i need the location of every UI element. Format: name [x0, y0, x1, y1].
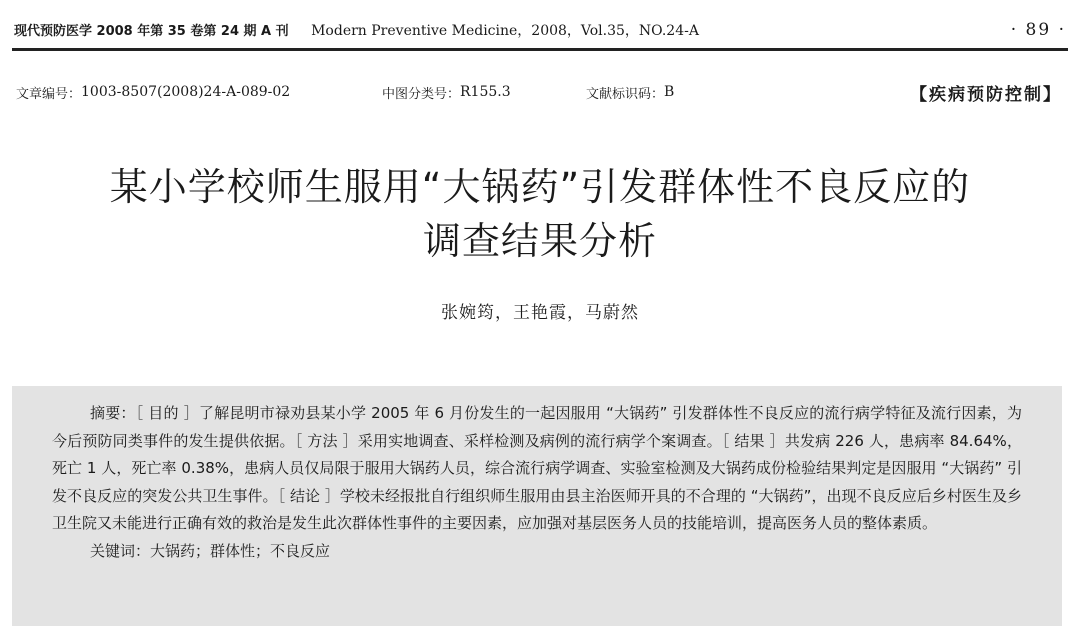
clc-value: R155.3	[460, 84, 511, 100]
title-line-1: 某小学校师生服用“大锅药”引发群体性不良反应的	[109, 165, 971, 209]
method-text: 采用实地调查、采样检测及病例的流行病学个案调查。	[357, 431, 722, 450]
purpose-tag: ［ 目的 ］	[135, 404, 199, 422]
abstract-body	[52, 400, 1022, 565]
journal-name-cn: 现代预防医学 2008 年第 35 卷第 24 期 A 刊	[14, 24, 289, 39]
journal-name-en: Modern Preventive Medicine，2008，Vol.35，NO.24-A	[311, 23, 699, 39]
abstract-box	[12, 386, 1062, 626]
running-head	[14, 16, 1066, 44]
abstract-label: 摘要：	[90, 404, 136, 422]
conclusion-tag: ［ 结论 ］	[277, 486, 340, 505]
page-number: · 89 ·	[1010, 20, 1066, 40]
title-line-2: 调查结果分析	[422, 219, 657, 263]
document-code	[586, 83, 910, 102]
section-tag: 【疾病预防控制】	[910, 84, 1062, 105]
article-number-label: 文章编号：	[16, 86, 82, 102]
conclusion-text: 学校未经报批自行组织师生服用由县主治医师开具的不合理的 “大锅药”，出现不良反应后乡村医生及乡卫生院又未能进行正确有效的救治是发生此次群体性事件的主要因素，应加强对基层医务人员的技能培训，提高医务人员的整体素质。	[52, 486, 1022, 532]
article-meta	[16, 80, 1062, 104]
keywords	[52, 538, 1022, 566]
keywords-label: 关键词：	[90, 541, 151, 560]
article-title	[0, 160, 1080, 268]
result-tag: ［ 结果 ］	[721, 431, 785, 450]
journal-citation	[14, 20, 717, 40]
authors: 张婉筠，王艳霞，马蔚然	[441, 303, 639, 323]
document-code-label: 文献标识码：	[586, 86, 665, 102]
clc-label: 中图分类号：	[382, 86, 461, 102]
result-text: 共发病 226 人，患病率 84.64%，死亡 1 人，死亡率 0.38%，患病人员仅局限于服用大锅药人员，综合流行病学调查、实验室检测及大锅药成份检验结果判定是因服用 “大锅药” 引发不良反应的突发公共卫生事件。	[52, 431, 1022, 505]
document-code-value: B	[664, 84, 675, 100]
abstract-paragraph	[52, 400, 1022, 538]
purpose-text: 了解昆明市禄劝县某小学 2005 年 6 月份发生的一起因服用 “大锅药” 引发群体性不良反应的流行病学特征及流行因素，为今后预防同类事件的发生提供依据。	[52, 404, 1022, 450]
clc-number	[382, 83, 586, 102]
method-tag: ［ 方法 ］	[294, 431, 358, 450]
header-rule	[12, 48, 1068, 51]
article-number	[16, 83, 382, 102]
article-number-value: 1003-8507(2008)24-A-089-02	[81, 84, 291, 100]
keywords-text: 大锅药；群体性；不良反应	[150, 541, 331, 560]
